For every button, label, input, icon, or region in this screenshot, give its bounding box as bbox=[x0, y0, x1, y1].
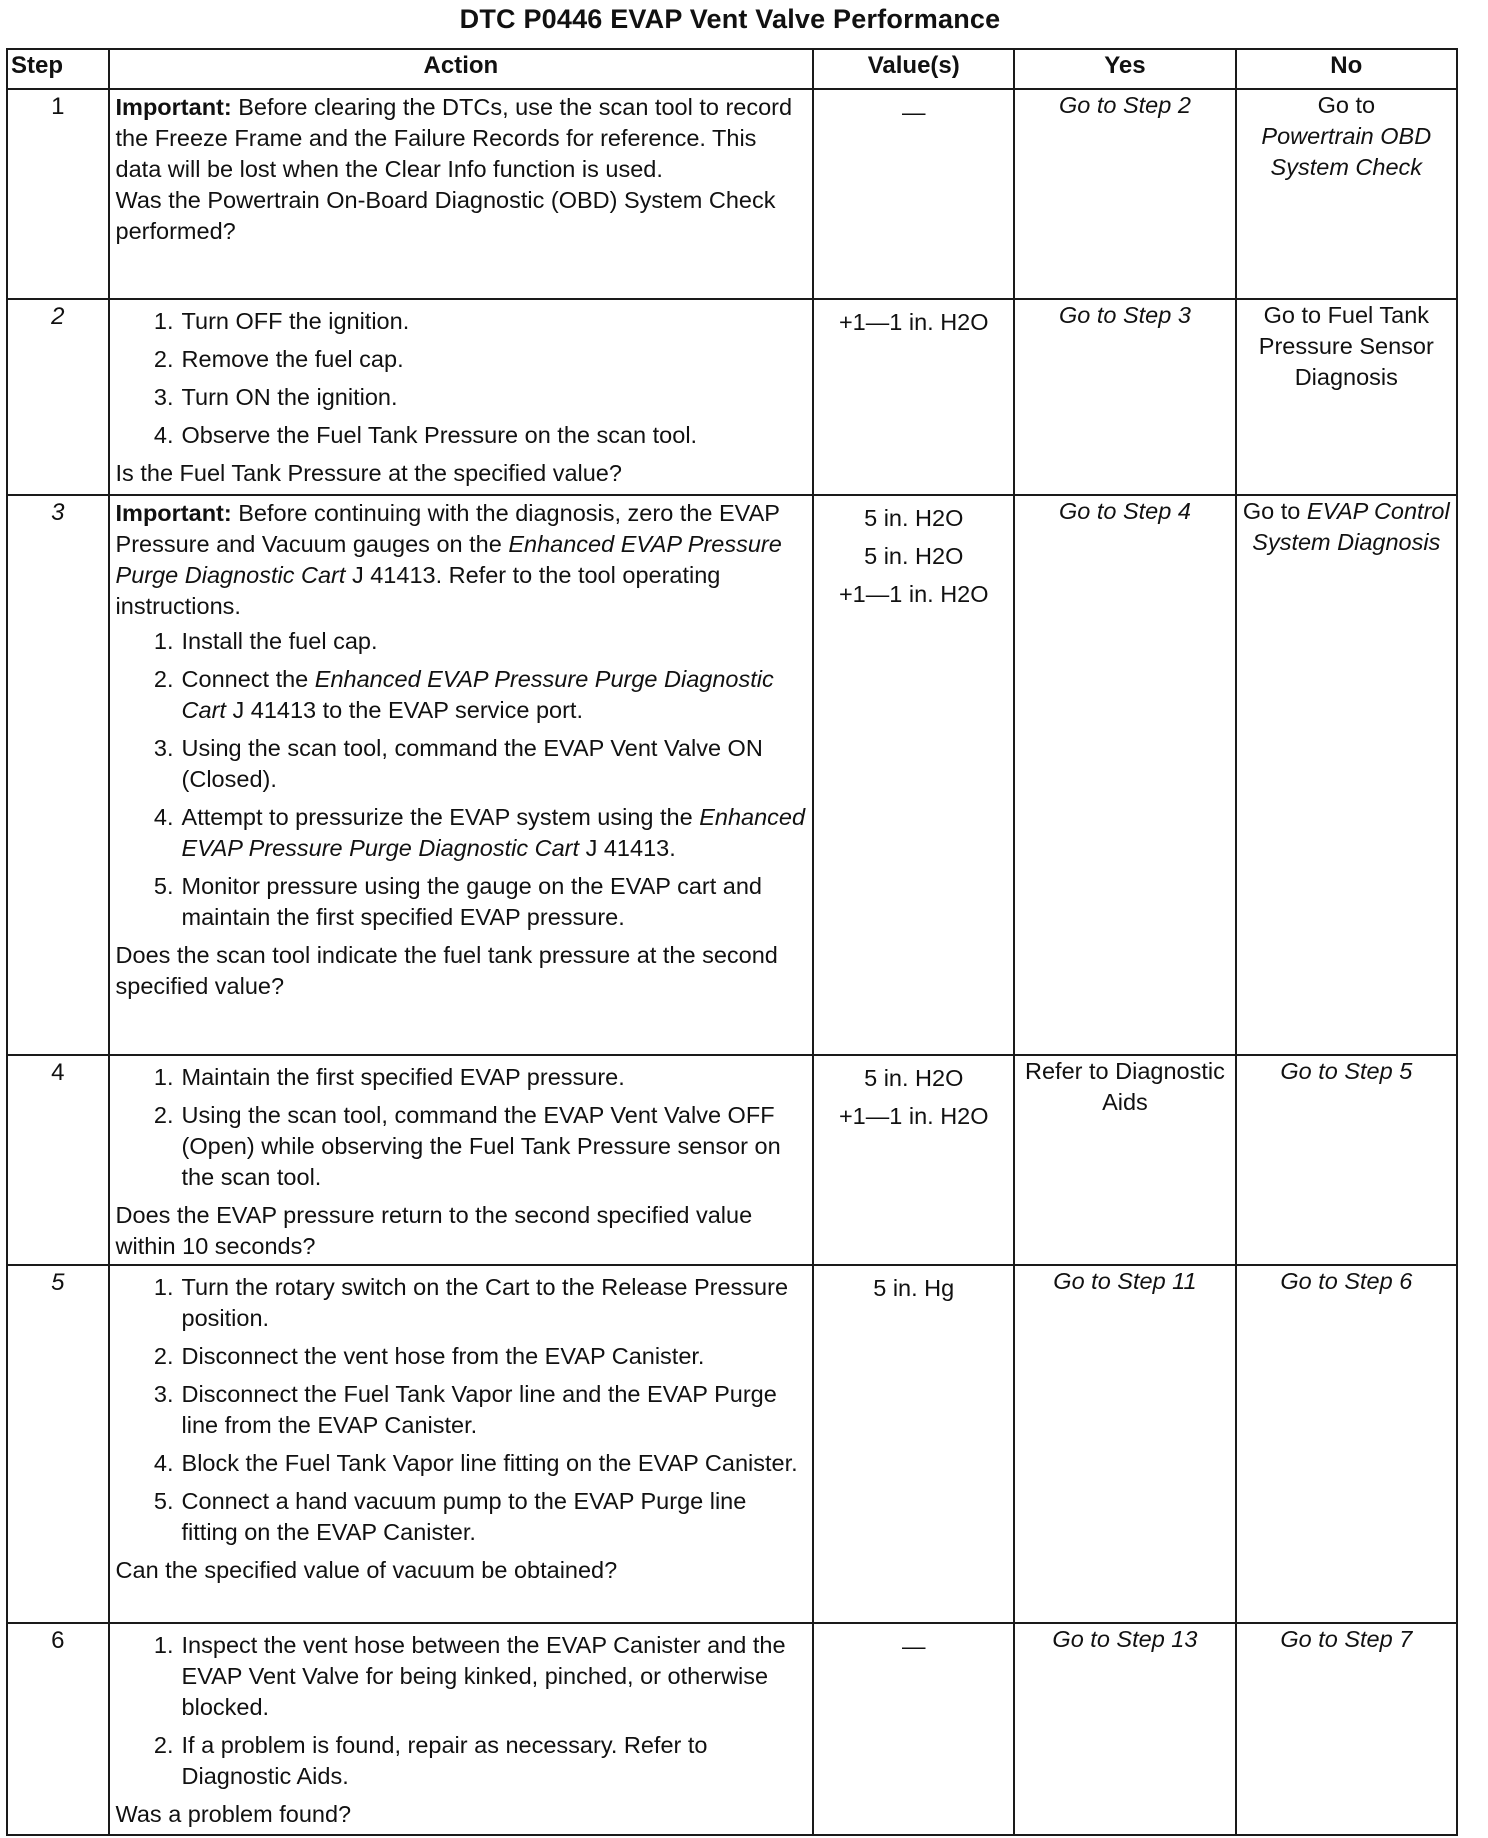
table-row-step-5 bbox=[7, 1265, 1457, 1623]
list-item: 2. If a problem is found, repair as necessary. Refer to Diagnostic Aids. bbox=[153, 1732, 708, 1789]
question-text: Does the EVAP pressure return to the second specified value within 10 seconds? bbox=[115, 1202, 753, 1259]
header-no: No bbox=[1236, 49, 1457, 89]
important-note: Important: Before continuing with the diagnosis, zero the EVAP Pressure and Vacuum gauges on the Enhanced EVAP Pressure Purge Diagnostic Cart J 41413. Refer to the tool operating instructions. bbox=[115, 500, 782, 619]
action-cell bbox=[109, 1623, 814, 1835]
table-row-step-3 bbox=[7, 495, 1457, 1055]
step-number: 6 bbox=[7, 1623, 109, 1835]
important-note: Important: Before clearing the DTCs, use the scan tool to record the Freeze Frame and the Failure Records for reference. This data will be lost when the Clear Info function is used. bbox=[115, 94, 793, 182]
procedure-list bbox=[116, 1272, 807, 1548]
list-item: 4. Attempt to pressurize the EVAP system using the Enhanced EVAP Pressure Purge Diagnostic Cart J 41413. bbox=[153, 804, 806, 861]
list-item: 2. Disconnect the vent hose from the EVAP Canister. bbox=[153, 1343, 705, 1369]
question-text: Was the Powertrain On-Board Diagnostic (OBD) System Check performed? bbox=[115, 187, 776, 244]
list-item: 1. Turn the rotary switch on the Cart to the Release Pressure position. bbox=[153, 1274, 789, 1331]
table-row-step-6 bbox=[7, 1623, 1457, 1835]
values-cell: 5 in. Hg bbox=[813, 1265, 1014, 1623]
no-cell: Go to Step 7 bbox=[1236, 1623, 1457, 1835]
list-item: 5. Monitor pressure using the gauge on the EVAP cart and maintain the first specified EVAP pressure. bbox=[153, 873, 762, 930]
no-cell: Go to Step 6 bbox=[1236, 1265, 1457, 1623]
list-item: 1. Maintain the first specified EVAP pressure. bbox=[153, 1064, 625, 1090]
no-cell: Go to Step 5 bbox=[1236, 1055, 1457, 1265]
step-number: 5 bbox=[7, 1265, 109, 1623]
yes-cell: Refer to Diagnostic Aids bbox=[1014, 1055, 1235, 1265]
list-item: 2. Remove the fuel cap. bbox=[153, 346, 404, 372]
yes-cell: Go to Step 13 bbox=[1014, 1623, 1235, 1835]
values-cell: 5 in. H2O +1—1 in. H2O bbox=[813, 1055, 1014, 1265]
action-cell bbox=[109, 1055, 814, 1265]
action-cell bbox=[109, 1265, 814, 1623]
procedure-list bbox=[116, 1630, 807, 1792]
values-cell: — bbox=[813, 1623, 1014, 1835]
values-cell: — bbox=[813, 89, 1014, 299]
header-step: Step bbox=[7, 49, 109, 89]
action-cell bbox=[109, 299, 814, 495]
values-cell: 5 in. H2O 5 in. H2O +1—1 in. H2O bbox=[813, 495, 1014, 1055]
list-item: 1. Turn OFF the ignition. bbox=[153, 308, 410, 334]
list-item: 4. Block the Fuel Tank Vapor line fitting on the EVAP Canister. bbox=[153, 1450, 798, 1476]
action-cell bbox=[109, 495, 814, 1055]
question-text: Can the specified value of vacuum be obtained? bbox=[115, 1557, 618, 1583]
header-row bbox=[7, 49, 1457, 89]
question-text: Is the Fuel Tank Pressure at the specified value? bbox=[115, 460, 622, 486]
step-number: 3 bbox=[7, 495, 109, 1055]
action-cell bbox=[109, 89, 814, 299]
table-row-step-2 bbox=[7, 299, 1457, 495]
list-item: 4. Observe the Fuel Tank Pressure on the scan tool. bbox=[153, 422, 698, 448]
step-number: 1 bbox=[7, 89, 109, 299]
list-item: 1. Install the fuel cap. bbox=[153, 628, 378, 654]
question-text: Was a problem found? bbox=[115, 1801, 352, 1827]
yes-cell: Go to Step 3 bbox=[1014, 299, 1235, 495]
diagnostic-table bbox=[6, 48, 1458, 1836]
header-yes: Yes bbox=[1014, 49, 1235, 89]
yes-cell: Go to Step 11 bbox=[1014, 1265, 1235, 1623]
header-values: Value(s) bbox=[813, 49, 1014, 89]
no-cell: Go to Fuel Tank Pressure Sensor Diagnosis bbox=[1236, 299, 1457, 495]
question-text: Does the scan tool indicate the fuel tank pressure at the second specified value? bbox=[115, 942, 778, 999]
step-number: 2 bbox=[7, 299, 109, 495]
list-item: 3. Turn ON the ignition. bbox=[153, 384, 398, 410]
list-item: 1. Inspect the vent hose between the EVAP Canister and the EVAP Vent Valve for being kinked, pinched, or otherwise blocked. bbox=[153, 1632, 786, 1720]
document-title: DTC P0446 EVAP Vent Valve Performance bbox=[459, 4, 1001, 34]
procedure-list bbox=[116, 306, 807, 451]
list-item: 3. Disconnect the Fuel Tank Vapor line and the EVAP Purge line from the EVAP Canister. bbox=[153, 1381, 777, 1438]
table-row-step-1 bbox=[7, 89, 1457, 299]
procedure-list bbox=[116, 1062, 807, 1193]
list-item: 2. Connect the Enhanced EVAP Pressure Purge Diagnostic Cart J 41413 to the EVAP service port. bbox=[153, 666, 774, 723]
yes-cell: Go to Step 2 bbox=[1014, 89, 1235, 299]
step-number: 4 bbox=[7, 1055, 109, 1265]
no-cell: Go to EVAP Control System Diagnosis bbox=[1236, 495, 1457, 1055]
table-row-step-4 bbox=[7, 1055, 1457, 1265]
header-action: Action bbox=[109, 49, 814, 89]
list-item: 5. Connect a hand vacuum pump to the EVAP Purge line fitting on the EVAP Canister. bbox=[153, 1488, 747, 1545]
list-item: 3. Using the scan tool, command the EVAP Vent Valve ON (Closed). bbox=[153, 735, 763, 792]
list-item: 2. Using the scan tool, command the EVAP Vent Valve OFF (Open) while observing the Fuel Tank Pressure sensor on the scan tool. bbox=[153, 1102, 781, 1190]
yes-cell: Go to Step 4 bbox=[1014, 495, 1235, 1055]
values-cell: +1—1 in. H2O bbox=[813, 299, 1014, 495]
no-cell: Go to Powertrain OBD System Check bbox=[1236, 89, 1457, 299]
procedure-list bbox=[116, 626, 807, 933]
